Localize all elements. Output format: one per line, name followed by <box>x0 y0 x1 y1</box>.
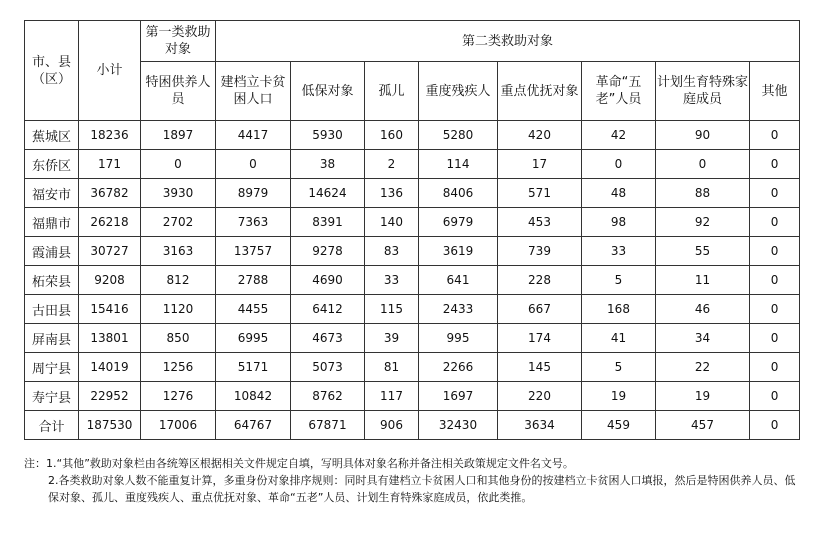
value-cell: 0 <box>750 150 800 179</box>
value-cell: 420 <box>498 121 582 150</box>
value-cell: 220 <box>498 382 582 411</box>
value-cell: 2702 <box>141 208 216 237</box>
value-cell: 1256 <box>141 353 216 382</box>
value-cell: 571 <box>498 179 582 208</box>
value-cell: 81 <box>365 353 419 382</box>
header-col-4: 孤儿 <box>365 62 419 121</box>
region-name-cell: 柘荣县 <box>25 266 79 295</box>
value-cell: 41 <box>582 324 656 353</box>
header-region: 市、县（区） <box>25 21 79 121</box>
value-cell: 22 <box>656 353 750 382</box>
value-cell: 5930 <box>291 121 365 150</box>
table-row <box>25 266 800 295</box>
value-cell: 64767 <box>216 411 291 440</box>
value-cell: 10842 <box>216 382 291 411</box>
value-cell: 0 <box>750 208 800 237</box>
subtotal-cell: 22952 <box>79 382 141 411</box>
value-cell: 115 <box>365 295 419 324</box>
value-cell: 19 <box>582 382 656 411</box>
value-cell: 641 <box>419 266 498 295</box>
value-cell: 995 <box>419 324 498 353</box>
value-cell: 98 <box>582 208 656 237</box>
value-cell: 38 <box>291 150 365 179</box>
subtotal-cell: 30727 <box>79 237 141 266</box>
value-cell: 1697 <box>419 382 498 411</box>
subtotal-cell: 187530 <box>79 411 141 440</box>
value-cell: 228 <box>498 266 582 295</box>
region-name-cell: 合计 <box>25 411 79 440</box>
value-cell: 6979 <box>419 208 498 237</box>
value-cell: 174 <box>498 324 582 353</box>
table-row <box>25 121 800 150</box>
value-cell: 32430 <box>419 411 498 440</box>
value-cell: 33 <box>582 237 656 266</box>
table-row <box>25 150 800 179</box>
value-cell: 0 <box>216 150 291 179</box>
footnote-1: 注：1.“其他”救助对象栏由各统筹区根据相关文件规定自填，写明具体对象名称并备注相关政策规定文件名文号。 <box>24 457 574 470</box>
value-cell: 3930 <box>141 179 216 208</box>
header-category-1: 第一类救助对象 <box>141 21 216 62</box>
table-row <box>25 295 800 324</box>
subtotal-cell: 14019 <box>79 353 141 382</box>
value-cell: 33 <box>365 266 419 295</box>
value-cell: 8979 <box>216 179 291 208</box>
value-cell: 5 <box>582 353 656 382</box>
value-cell: 2266 <box>419 353 498 382</box>
value-cell: 8406 <box>419 179 498 208</box>
region-name-cell: 寿宁县 <box>25 382 79 411</box>
value-cell: 4690 <box>291 266 365 295</box>
value-cell: 1276 <box>141 382 216 411</box>
value-cell: 2 <box>365 150 419 179</box>
value-cell: 145 <box>498 353 582 382</box>
value-cell: 906 <box>365 411 419 440</box>
value-cell: 0 <box>750 411 800 440</box>
value-cell: 453 <box>498 208 582 237</box>
value-cell: 67871 <box>291 411 365 440</box>
value-cell: 5 <box>582 266 656 295</box>
value-cell: 92 <box>656 208 750 237</box>
region-name-cell: 蕉城区 <box>25 121 79 150</box>
value-cell: 114 <box>419 150 498 179</box>
value-cell: 0 <box>750 237 800 266</box>
subtotal-cell: 18236 <box>79 121 141 150</box>
value-cell: 6412 <box>291 295 365 324</box>
region-name-cell: 屏南县 <box>25 324 79 353</box>
value-cell: 34 <box>656 324 750 353</box>
value-cell: 3634 <box>498 411 582 440</box>
value-cell: 4673 <box>291 324 365 353</box>
subtotal-cell: 171 <box>79 150 141 179</box>
value-cell: 13757 <box>216 237 291 266</box>
value-cell: 19 <box>656 382 750 411</box>
value-cell: 0 <box>750 353 800 382</box>
header-col-5: 重度残疾人 <box>419 62 498 121</box>
value-cell: 42 <box>582 121 656 150</box>
value-cell: 90 <box>656 121 750 150</box>
value-cell: 46 <box>656 295 750 324</box>
value-cell: 6995 <box>216 324 291 353</box>
value-cell: 48 <box>582 179 656 208</box>
value-cell: 4455 <box>216 295 291 324</box>
region-name-cell: 霞浦县 <box>25 237 79 266</box>
value-cell: 17 <box>498 150 582 179</box>
value-cell: 160 <box>365 121 419 150</box>
subtotal-cell: 13801 <box>79 324 141 353</box>
value-cell: 55 <box>656 237 750 266</box>
value-cell: 5280 <box>419 121 498 150</box>
value-cell: 2433 <box>419 295 498 324</box>
value-cell: 1120 <box>141 295 216 324</box>
header-col-9: 其他 <box>750 62 800 121</box>
value-cell: 0 <box>750 179 800 208</box>
value-cell: 3619 <box>419 237 498 266</box>
value-cell: 5171 <box>216 353 291 382</box>
value-cell: 117 <box>365 382 419 411</box>
value-cell: 83 <box>365 237 419 266</box>
footnote-2: 2.各类救助对象人数不能重复计算，多重身份对象排序规则：同时具有建档立卡贫困人口和其他身份的按建档立卡贫困人口填报，然后是特困供养人员、低保对象、孤儿、重度残疾人、重点优抚对象、革命“五老”人员、计划生育特殊家庭成员，依此类推。 <box>48 474 796 504</box>
region-name-cell: 福鼎市 <box>25 208 79 237</box>
region-name-cell: 福安市 <box>25 179 79 208</box>
table-body <box>25 121 800 440</box>
value-cell: 8391 <box>291 208 365 237</box>
value-cell: 850 <box>141 324 216 353</box>
subtotal-cell: 26218 <box>79 208 141 237</box>
value-cell: 0 <box>750 266 800 295</box>
value-cell: 0 <box>656 150 750 179</box>
header-col-1: 特困供养人员 <box>141 62 216 121</box>
value-cell: 812 <box>141 266 216 295</box>
subtotal-cell: 9208 <box>79 266 141 295</box>
table-row <box>25 208 800 237</box>
value-cell: 140 <box>365 208 419 237</box>
value-cell: 667 <box>498 295 582 324</box>
value-cell: 14624 <box>291 179 365 208</box>
value-cell: 0 <box>750 295 800 324</box>
assistance-statistics-table <box>24 20 800 440</box>
value-cell: 7363 <box>216 208 291 237</box>
value-cell: 0 <box>582 150 656 179</box>
value-cell: 0 <box>750 324 800 353</box>
value-cell: 0 <box>141 150 216 179</box>
value-cell: 459 <box>582 411 656 440</box>
value-cell: 9278 <box>291 237 365 266</box>
subtotal-cell: 15416 <box>79 295 141 324</box>
region-name-cell: 东侨区 <box>25 150 79 179</box>
header-col-6: 重点优抚对象 <box>498 62 582 121</box>
value-cell: 739 <box>498 237 582 266</box>
table-row <box>25 382 800 411</box>
value-cell: 88 <box>656 179 750 208</box>
header-col-3: 低保对象 <box>291 62 365 121</box>
statistics-table-container <box>24 20 799 440</box>
value-cell: 11 <box>656 266 750 295</box>
value-cell: 3163 <box>141 237 216 266</box>
value-cell: 4417 <box>216 121 291 150</box>
value-cell: 39 <box>365 324 419 353</box>
header-subtotal: 小计 <box>79 21 141 121</box>
table-row <box>25 324 800 353</box>
region-name-cell: 古田县 <box>25 295 79 324</box>
subtotal-cell: 36782 <box>79 179 141 208</box>
value-cell: 1897 <box>141 121 216 150</box>
table-row <box>25 179 800 208</box>
region-name-cell: 周宁县 <box>25 353 79 382</box>
table-row-total <box>25 411 800 440</box>
value-cell: 457 <box>656 411 750 440</box>
table-row <box>25 237 800 266</box>
value-cell: 168 <box>582 295 656 324</box>
table-row <box>25 353 800 382</box>
value-cell: 5073 <box>291 353 365 382</box>
header-col-2: 建档立卡贫困人口 <box>216 62 291 121</box>
value-cell: 8762 <box>291 382 365 411</box>
header-col-7: 革命“五老”人员 <box>582 62 656 121</box>
value-cell: 0 <box>750 121 800 150</box>
value-cell: 2788 <box>216 266 291 295</box>
value-cell: 0 <box>750 382 800 411</box>
header-category-2: 第二类救助对象 <box>216 21 800 62</box>
value-cell: 136 <box>365 179 419 208</box>
footnotes <box>24 455 799 506</box>
value-cell: 17006 <box>141 411 216 440</box>
header-col-8: 计划生育特殊家庭成员 <box>656 62 750 121</box>
